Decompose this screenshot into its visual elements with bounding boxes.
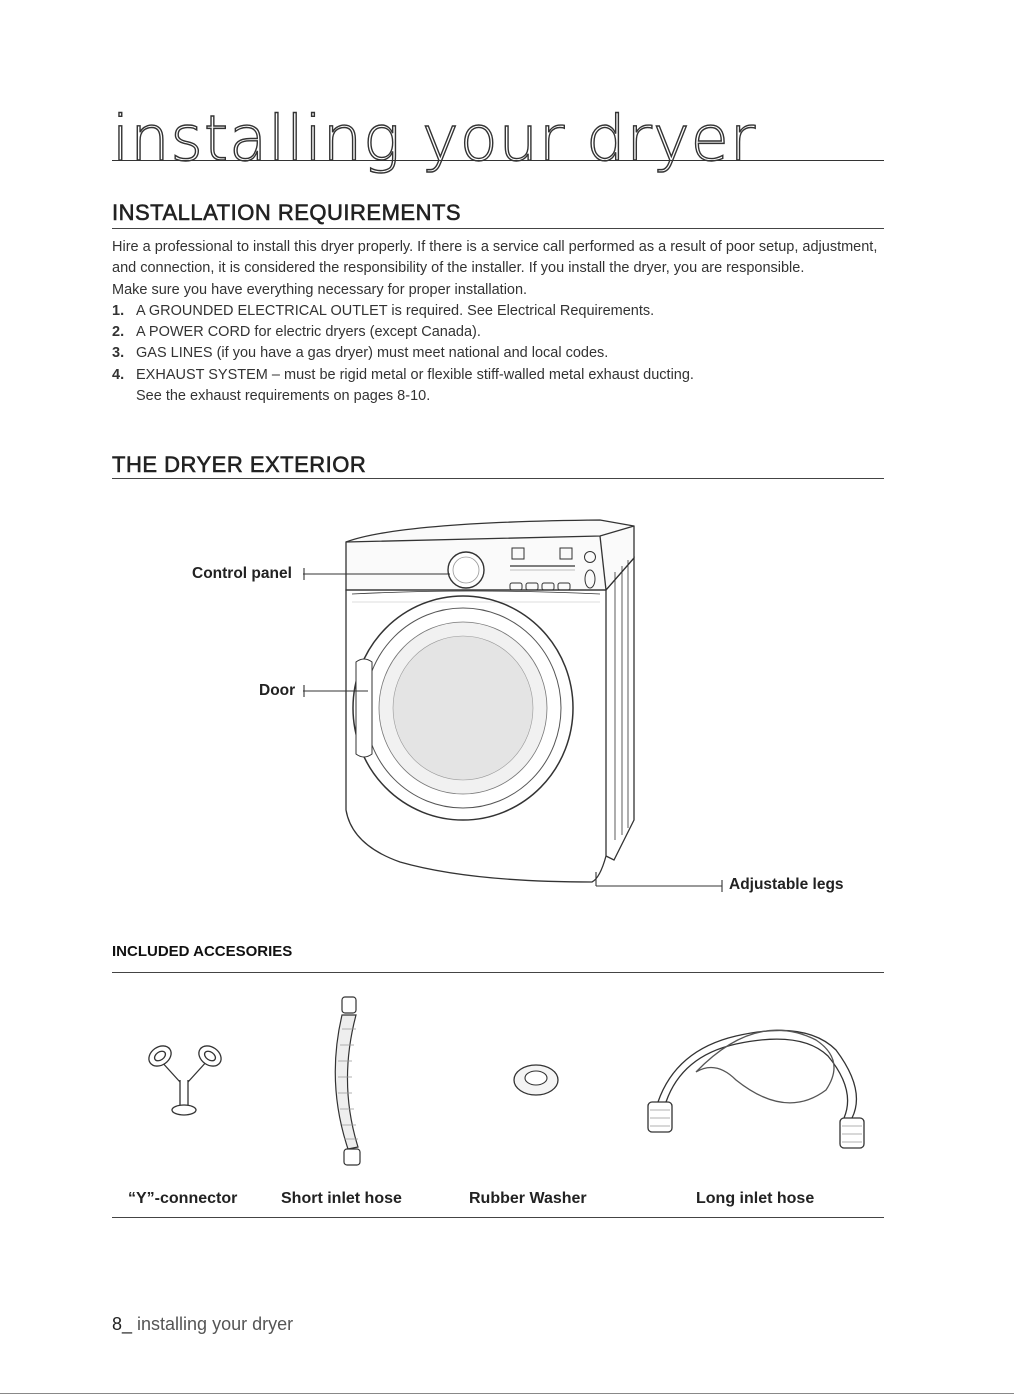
bottom-rule (0, 1393, 1014, 1394)
requirements-body (112, 237, 887, 407)
footer-text: installing your dryer (132, 1314, 294, 1334)
adjustable-legs-label: Adjustable legs (729, 876, 844, 893)
accessories-top-rule (112, 972, 884, 973)
accessories-bottom-rule (112, 1217, 884, 1218)
door-label: Door (259, 682, 296, 699)
list-item (112, 322, 887, 343)
requirements-rule (112, 228, 884, 229)
list-item (112, 343, 887, 364)
list-item-number: 4. (112, 366, 125, 383)
short-inlet-hose-label: Short inlet hose (281, 1190, 402, 1207)
long-inlet-hose-label: Long inlet hose (696, 1190, 815, 1207)
list-item-text: EXHAUST SYSTEM – must be rigid metal or flexible stiff-walled metal exhaust ducting. (136, 366, 694, 383)
title-rule (112, 160, 884, 161)
list-item (112, 365, 887, 408)
dryer-illustration (0, 490, 1014, 930)
control-panel-label: Control panel (192, 565, 292, 582)
y-connector-icon (140, 1030, 230, 1120)
y-connector-label: “Y”-connector (128, 1190, 238, 1207)
list-item-number: 2. (112, 324, 125, 341)
rubber-washer-icon (506, 1060, 566, 1100)
dryer-exterior-heading: THE DRYER EXTERIOR (112, 452, 367, 477)
list-item-number: 1. (112, 302, 125, 319)
exterior-rule (112, 478, 884, 479)
dryer-door (353, 596, 573, 820)
list-item-text: A GROUNDED ELECTRICAL OUTLET is required. See Electrical Requirements. (136, 302, 655, 319)
page-title: installing your dryer (112, 102, 757, 175)
list-item-number: 3. (112, 345, 125, 362)
long-hose-icon (636, 1010, 886, 1150)
requirements-paragraph: Hire a professional to install this dryer properly. If there is a service call performed as a result of poor setup, adjustment, and connection, it is considered the responsibility of the installer. If you install the dryer, you are responsible. (112, 239, 878, 277)
list-item (112, 301, 887, 322)
short-hose-icon (320, 993, 380, 1173)
list-item-text: GAS LINES (if you have a gas dryer) must meet national and local codes. (136, 345, 609, 362)
requirements-intro: Make sure you have everything necessary for proper installation. (112, 281, 528, 298)
included-accessories-heading: INCLUDED ACCESORIES (112, 943, 293, 960)
installation-requirements-heading: INSTALLATION REQUIREMENTS (112, 200, 462, 225)
page-footer (112, 1314, 293, 1335)
page-number: 8_ (112, 1314, 133, 1334)
rubber-washer-label: Rubber Washer (469, 1190, 587, 1207)
requirements-list (112, 301, 887, 407)
list-item-text: A POWER CORD for electric dryers (except Canada). (136, 324, 481, 341)
list-item-subtext: See the exhaust requirements on pages 8-10. (136, 388, 431, 405)
